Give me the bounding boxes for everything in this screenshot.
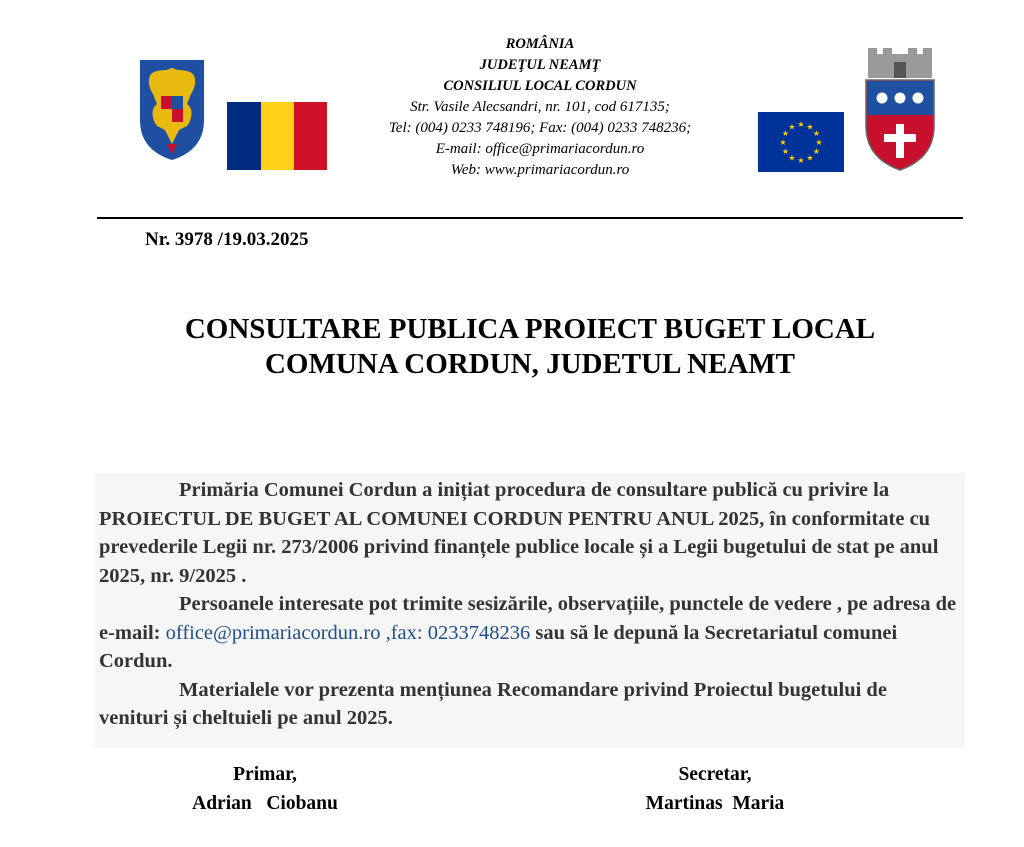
svg-text:★: ★ <box>815 138 823 147</box>
eu-flag-icon <box>758 112 844 172</box>
phone-fax-line: Tel: (004) 0233 748196; Fax: (004) 0233 748236; <box>388 120 692 136</box>
document-number: Nr. 3978 /19.03.2025 <box>145 229 309 250</box>
secretary-role: Secretar, <box>678 764 752 785</box>
mayor-role: Primar, <box>233 764 297 785</box>
romania-coat-of-arms-icon <box>137 58 207 162</box>
country-name: ROMÂNIA <box>505 36 575 52</box>
svg-text:★: ★ <box>779 138 787 147</box>
svg-text:★: ★ <box>806 122 814 132</box>
svg-text:★: ★ <box>781 147 790 156</box>
letterhead <box>330 34 750 181</box>
web-line: Web: www.primariacordun.ro <box>450 162 630 178</box>
document-title <box>97 312 963 382</box>
secretary-name: Martinas Maria <box>645 793 785 814</box>
mayor-signature <box>150 760 380 818</box>
paragraph-2: Persoanele interesate pot trimite sesizările, observațiile, punctele de vedere , pe adresa de e-mail: office@primariacordun.ro ,fax: 0233748236 sau să le depună la Secretariatul comunei Cordun. <box>99 593 957 672</box>
svg-text:★: ★ <box>812 147 821 156</box>
svg-text:★: ★ <box>797 120 805 129</box>
svg-text:★: ★ <box>797 156 805 165</box>
svg-text:★: ★ <box>806 153 814 163</box>
paragraph-3: Materialele vor prezenta mențiunea Recomandare privind Proiectul bugetului de venituri și cheltuieli pe anul 2025. <box>99 678 887 729</box>
county-name: JUDEŢUL NEAMŢ <box>479 57 601 73</box>
contact-email-fax-link[interactable]: office@primariacordun.ro ,fax: 0233748236 <box>165 621 531 644</box>
romania-flag-icon <box>227 102 327 170</box>
email-line: E-mail: office@primariacordun.ro <box>435 141 645 157</box>
cordun-coat-of-arms-icon <box>862 48 938 172</box>
paragraph-1: Primăria Comunei Cordun a inițiat procedura de consultare publică cu privire la PROIECTUL DE BUGET AL COMUNEI CORDUN PENTRU ANUL 2025, în conformitate cu prevederile Legii nr. 273/2006 privind finanțele publice locale și a Legii bugetului de stat pe anul 2025, nr. 9/2025 . <box>99 479 939 587</box>
svg-text:★: ★ <box>812 129 821 138</box>
svg-text:★: ★ <box>788 122 796 132</box>
title-line-1: CONSULTARE PUBLICA PROIECT BUGET LOCAL <box>184 313 876 345</box>
announcement-body <box>99 476 961 733</box>
title-line-2: COMUNA CORDUN, JUDETUL NEAMT <box>264 348 796 380</box>
address-line: Str. Vasile Alecsandri, nr. 101, cod 617135; <box>410 99 670 115</box>
mayor-name: Adrian Ciobanu <box>192 793 338 814</box>
header-divider <box>97 217 963 219</box>
council-name: CONSILIUL LOCAL CORDUN <box>443 78 637 94</box>
secretary-signature <box>595 760 835 818</box>
svg-text:★: ★ <box>788 153 796 163</box>
svg-text:★: ★ <box>781 129 790 138</box>
